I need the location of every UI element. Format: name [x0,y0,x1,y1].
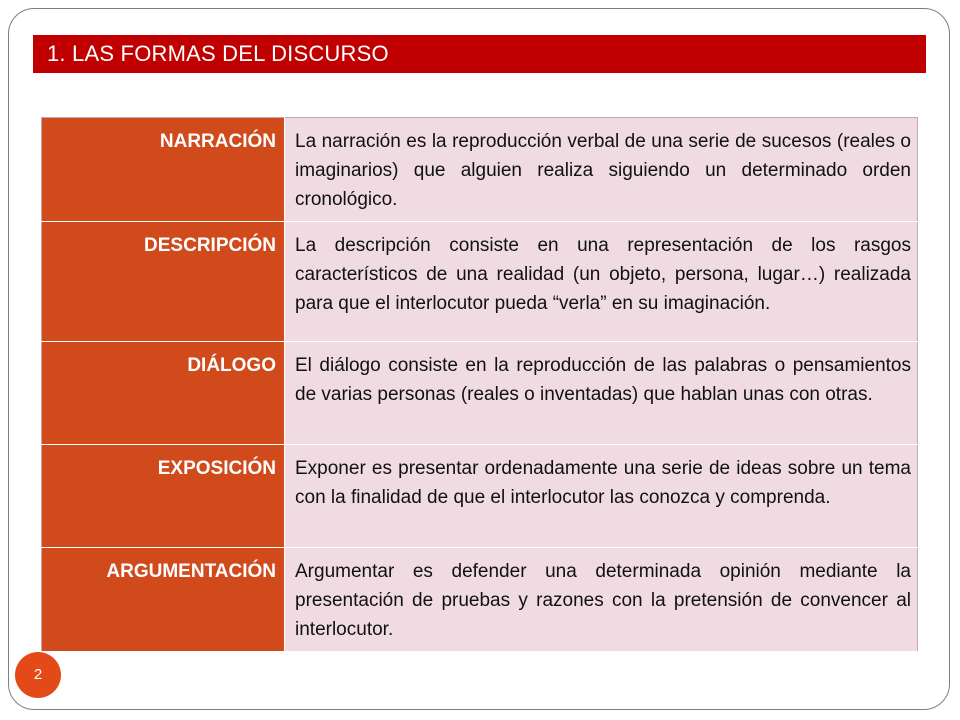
table-row [42,445,918,548]
table-row [42,222,918,342]
table-row [42,548,918,652]
table-row [42,342,918,445]
term-cell: NARRACIÓN [42,118,285,222]
table-row [42,118,918,222]
definition-cell: La descripción consiste en una representación de los rasgos característicos de una realidad (un objeto, persona, lugar…) realizada para que el interlocutor pueda “verla” en su imaginación. [285,222,918,342]
definition-cell: Argumentar es defender una determinada opinión mediante la presentación de pruebas y razones con la pretensión de convencer al interlocutor. [285,548,918,652]
definition-cell: El diálogo consiste en la reproducción de las palabras o pensamientos de varias personas (reales o inventadas) que hablan unas con otras. [285,342,918,445]
page-number-badge: 2 [15,652,61,698]
term-cell: EXPOSICIÓN [42,445,285,548]
slide-title: 1. LAS FORMAS DEL DISCURSO [33,35,926,73]
discourse-forms-table [41,117,918,652]
definition-cell: La narración es la reproducción verbal de una serie de sucesos (reales o imaginarios) que alguien realiza siguiendo un determinado orden cronológico. [285,118,918,222]
term-cell: ARGUMENTACIÓN [42,548,285,652]
definition-cell: Exponer es presentar ordenadamente una serie de ideas sobre un tema con la finalidad de que el interlocutor las conozca y comprenda. [285,445,918,548]
term-cell: DESCRIPCIÓN [42,222,285,342]
term-cell: DIÁLOGO [42,342,285,445]
